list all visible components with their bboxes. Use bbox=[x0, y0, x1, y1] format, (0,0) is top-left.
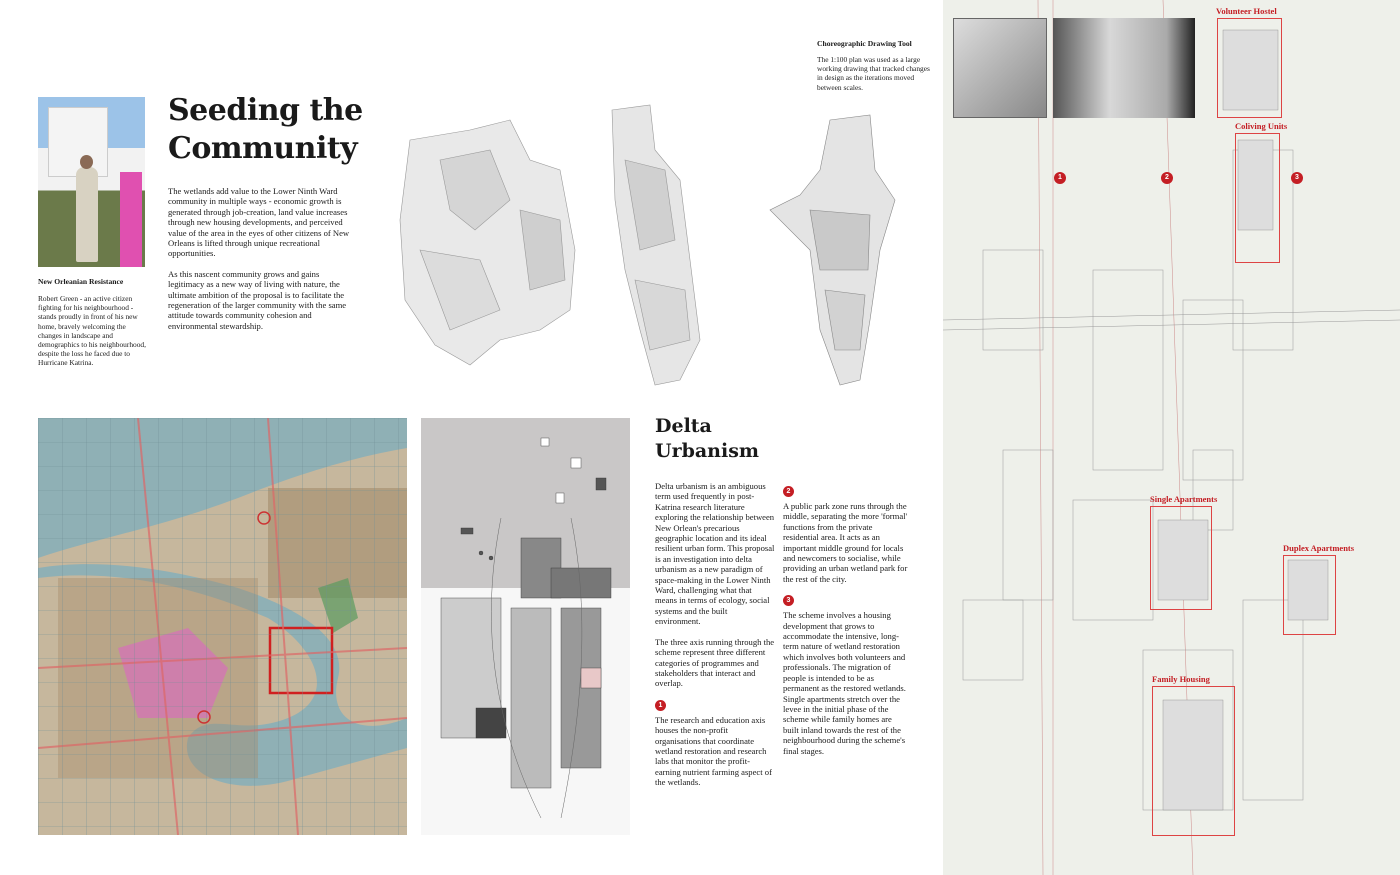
delta-paragraph: Delta urbanism is an ambiguous term used frequently in post-Katrina research literature exploring the relationship between New Orlean's precarious geographic location and its ideal resilient urban form. This proposal is an investigation into delta urbanism as a new paradigm of space-making in the Lower Ninth Ward, challenging what that means in terms of ecology, social systems and the built environment. bbox=[655, 481, 775, 627]
title-line: Community bbox=[168, 131, 358, 166]
working-photo-1 bbox=[953, 18, 1047, 118]
tool-caption: The 1:100 plan was used as a large working drawing that tracked changes in design as the iterations moved between scales. bbox=[817, 55, 930, 92]
intro-text bbox=[168, 186, 350, 341]
model-3 bbox=[770, 115, 895, 385]
axis-2-text: A public park zone runs through the middle, separating the more 'formal' functions from the private residential area. It acts as an important middle ground for locals and newcomers to socialise, while providing an urban wetland park for the rest of the city. bbox=[783, 501, 908, 584]
model-2 bbox=[612, 105, 700, 385]
site-plan-drawing bbox=[421, 418, 630, 835]
axis-2-badge: 2 bbox=[783, 486, 794, 497]
delta-column-1 bbox=[655, 481, 775, 798]
axis-marker-1: 1 bbox=[1054, 172, 1066, 184]
page-title bbox=[168, 92, 363, 168]
photo-caption-title: New Orleanian Resistance bbox=[38, 277, 124, 286]
tool-title: Choreographic Drawing Tool bbox=[817, 39, 912, 48]
title-line: Delta bbox=[655, 415, 712, 437]
portrait-photo bbox=[38, 97, 145, 267]
axis-1-text: The research and education axis houses the non-profit organisations that coordinate wetland restoration and research labs that monitor the profit-earning nutrient farming aspect of the wetlands. bbox=[655, 714, 772, 788]
city-map bbox=[38, 418, 407, 835]
axis-3-text: The scheme involves a housing development that grows to accommodate the intensive, long-term nature of wetland restoration which involves both volunteers and professionals. The migration of people is intended to be as permanent as the restored wetlands. Single apartments stretch over the levee in the initial phase of the scheme while family homes are built inland towards the rest of the neighbourhood during the scheme's final stages. bbox=[783, 610, 906, 756]
label-single-apartments: Single Apartments bbox=[1150, 494, 1218, 504]
working-photo-2 bbox=[1053, 18, 1195, 118]
delta-paragraph: The three axis running through the scheme represent three different categories of programmes and stakeholders that interact and overlap. bbox=[655, 636, 775, 689]
intro-paragraph: As this nascent community grows and gains legitimacy as a new way of living with nature, the ultimate ambition of the proposal is to facilitate the regeneration of the larger community with the same attitude towards community cohesion and environmental stewardship. bbox=[168, 268, 347, 331]
model-iterations bbox=[380, 100, 920, 390]
label-volunteer-hostel: Volunteer Hostel bbox=[1216, 6, 1277, 16]
axis-marker-3: 3 bbox=[1291, 172, 1303, 184]
title-line: Urbanism bbox=[655, 440, 760, 462]
model-1 bbox=[400, 120, 575, 365]
axis-marker-2: 2 bbox=[1161, 172, 1173, 184]
label-duplex-apartments: Duplex Apartments bbox=[1283, 543, 1355, 553]
label-coliving-units: Coliving Units bbox=[1235, 121, 1288, 131]
delta-urbanism-title bbox=[655, 414, 759, 464]
delta-column-2 bbox=[783, 485, 909, 766]
masterplan-sheet bbox=[943, 0, 1400, 875]
axis-3-badge: 3 bbox=[783, 595, 794, 606]
label-family-housing: Family Housing bbox=[1152, 674, 1210, 684]
title-line: Seeding the bbox=[168, 93, 363, 128]
photo-caption: Robert Green - an active citizen fighting for his neighbourhood - stands proudly in front of his new home, bravely welcoming the changes in landscape and demographics to his neighbourhood, despite the loss he faced due to Hurricane Katrina. bbox=[38, 294, 146, 368]
axis-1-badge: 1 bbox=[655, 700, 666, 711]
intro-paragraph: The wetlands add value to the Lower Ninth Ward community in multiple ways - economic growth is generated through job-creation, land value increases through new housing developments, and perceived value of the area in the eyes of other citizens of New Orleans is lifted through unique recreational opportunities. bbox=[168, 186, 350, 259]
